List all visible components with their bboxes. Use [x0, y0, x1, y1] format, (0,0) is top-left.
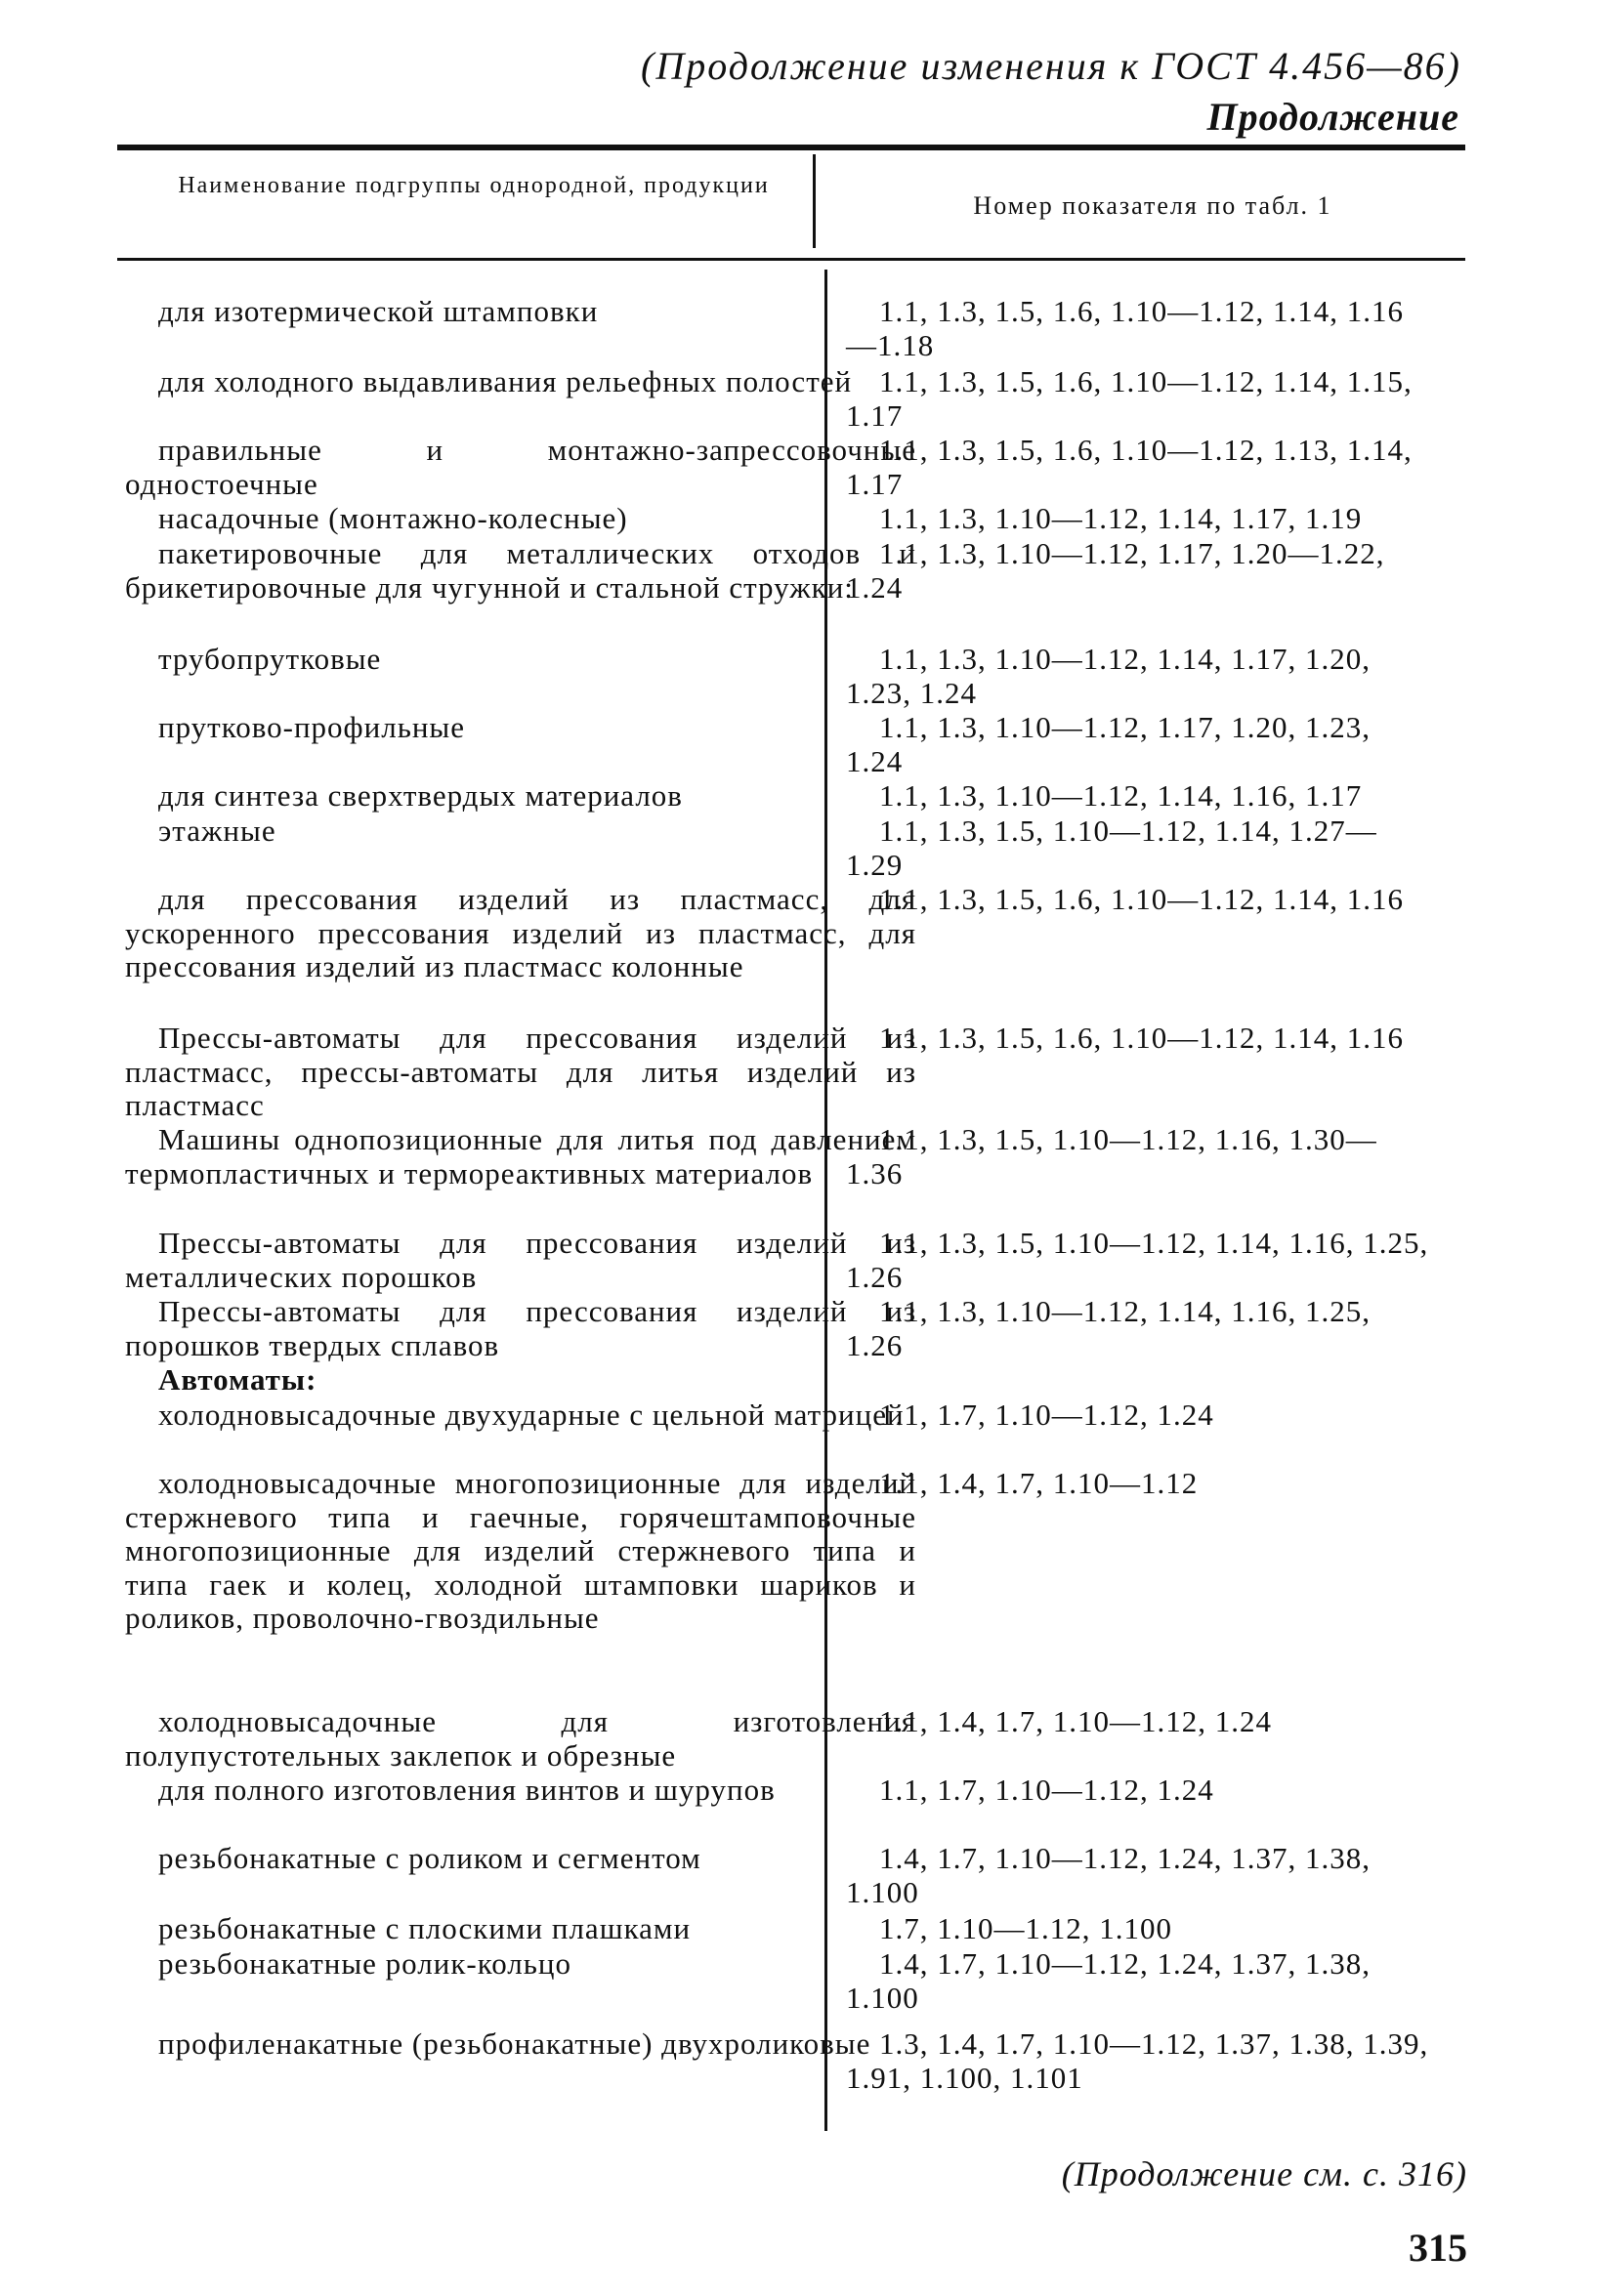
row-numbers: 1.1, 1.3, 1.5, 1.6, 1.10—1.12, 1.14, 1.16	[879, 1021, 1404, 1055]
header-continuation: (Продолжение изменения к ГОСТ 4.456—86)	[641, 44, 1461, 88]
row-numbers: 1.1, 1.3, 1.5, 1.6, 1.10—1.12, 1.13, 1.14, 1.17	[846, 433, 1413, 501]
row-name: для полного изготовления винтов и шурупов	[158, 1773, 776, 1807]
row-numbers: 1.1, 1.3, 1.10—1.12, 1.14, 1.17, 1.19	[879, 501, 1363, 535]
row-name: Прессы-автоматы для прессования изделий из металлических порошков	[125, 1226, 916, 1294]
row-numbers: 1.1, 1.3, 1.5, 1.6, 1.10—1.12, 1.14, 1.15, 1.17	[846, 364, 1413, 433]
row-numbers: 1.1, 1.3, 1.10—1.12, 1.17, 1.20, 1.23, 1.24	[846, 710, 1371, 778]
row-numbers: 1.4, 1.7, 1.10—1.12, 1.24, 1.37, 1.38, 1.100	[846, 1946, 1371, 2015]
row-numbers: 1.1, 1.3, 1.5, 1.10—1.12, 1.14, 1.16, 1.25, 1.26	[846, 1226, 1429, 1294]
row-name: пакетировочные для металлических отходов и брикетировочные для чугунной и стальной стружки:	[125, 536, 916, 605]
row-numbers: 1.1, 1.3, 1.5, 1.10—1.12, 1.14, 1.27—1.29	[846, 814, 1377, 882]
row-numbers: 1.1, 1.7, 1.10—1.12, 1.24	[879, 1773, 1214, 1807]
page-number: 315	[1409, 2226, 1467, 2270]
row-numbers: 1.1, 1.3, 1.5, 1.6, 1.10—1.12, 1.14, 1.16—1.18	[846, 294, 1404, 362]
table-top-rule	[117, 145, 1465, 150]
row-numbers: 1.1, 1.7, 1.10—1.12, 1.24	[879, 1398, 1214, 1432]
row-numbers: 1.1, 1.3, 1.10—1.12, 1.17, 1.20—1.22, 1.24	[846, 536, 1385, 605]
row-name: резьбонакатные ролик-кольцо	[158, 1946, 571, 1981]
row-name: резьбонакатные с плоскими плашками	[158, 1911, 692, 1945]
row-name: холодновысадочные двухударные с цельной матрицей	[158, 1398, 905, 1432]
row-name: холодновысадочные многопозиционные для изделий стержневого типа и гаечные, горячештамповочные многопозиционные для изделий стержневого типа и типа гаек и колец, холодной штамповки шариков и роликов, проволочно-гвоздильные	[125, 1466, 916, 1635]
row-name: этажные	[158, 814, 276, 848]
row-name: резьбонакатные с роликом и сегментом	[158, 1841, 701, 1875]
row-name: для прессования изделий из пластмасс, для ускоренного прессования изделий из пластмасс, для прессования изделий из пластмасс колонные	[125, 882, 916, 983]
row-numbers: 1.3, 1.4, 1.7, 1.10—1.12, 1.37, 1.38, 1.39, 1.91, 1.100, 1.101	[846, 2026, 1429, 2095]
row-name: Машины однопозиционные для литья под давлением термопластичных и термореактивных материалов	[125, 1122, 916, 1190]
column-divider-header	[813, 154, 816, 248]
row-name: Прессы-автоматы для прессования изделий из порошков твердых сплавов	[125, 1294, 916, 1362]
row-numbers: 1.1, 1.4, 1.7, 1.10—1.12, 1.24	[879, 1704, 1272, 1738]
row-numbers: 1.1, 1.3, 1.10—1.12, 1.14, 1.16, 1.25, 1.26	[846, 1294, 1371, 1362]
column-header-numbers: Номер показателя по табл. 1	[973, 191, 1332, 220]
row-numbers: 1.7, 1.10—1.12, 1.100	[879, 1911, 1172, 1945]
row-name: Прессы-автоматы для прессования изделий из пластмасс, прессы-автоматы для литья изделий из пластмасс	[125, 1021, 916, 1122]
row-numbers: 1.1, 1.3, 1.5, 1.10—1.12, 1.16, 1.30—1.36	[846, 1122, 1377, 1190]
table-header-rule	[117, 258, 1465, 261]
row-name-heading: Автоматы:	[158, 1362, 317, 1397]
row-name: холодновысадочные для изготовления полупустотельных заклепок и обрезные	[125, 1704, 916, 1773]
row-name: для изотермической штамповки	[158, 294, 599, 328]
row-name: правильные и монтажно-запрессовочные одностоечные	[125, 433, 916, 501]
row-numbers: 1.1, 1.3, 1.10—1.12, 1.14, 1.17, 1.20, 1.23, 1.24	[846, 642, 1371, 710]
footer-continuation: (Продолжение см. с. 316)	[1061, 2154, 1467, 2193]
row-name: для синтеза сверхтвердых материалов	[158, 778, 683, 813]
row-name: насадочные (монтажно-колесные)	[158, 501, 628, 535]
row-name: трубопрутковые	[158, 642, 382, 676]
header-continuation-sub: Продолжение	[1206, 95, 1459, 139]
row-name: профиленакатные (резьбонакатные) двухроликовые	[158, 2026, 871, 2061]
row-numbers: 1.1, 1.3, 1.5, 1.6, 1.10—1.12, 1.14, 1.16	[879, 882, 1404, 916]
column-header-name: Наименование подгруппы однородной, продукции	[178, 173, 770, 198]
row-name: прутково-профильные	[158, 710, 466, 744]
row-numbers: 1.4, 1.7, 1.10—1.12, 1.24, 1.37, 1.38, 1.100	[846, 1841, 1371, 1909]
row-numbers: 1.1, 1.3, 1.10—1.12, 1.14, 1.16, 1.17	[879, 778, 1363, 813]
row-name: для холодного выдавливания рельефных полостей	[158, 364, 853, 398]
row-numbers: 1.1, 1.4, 1.7, 1.10—1.12	[879, 1466, 1199, 1500]
